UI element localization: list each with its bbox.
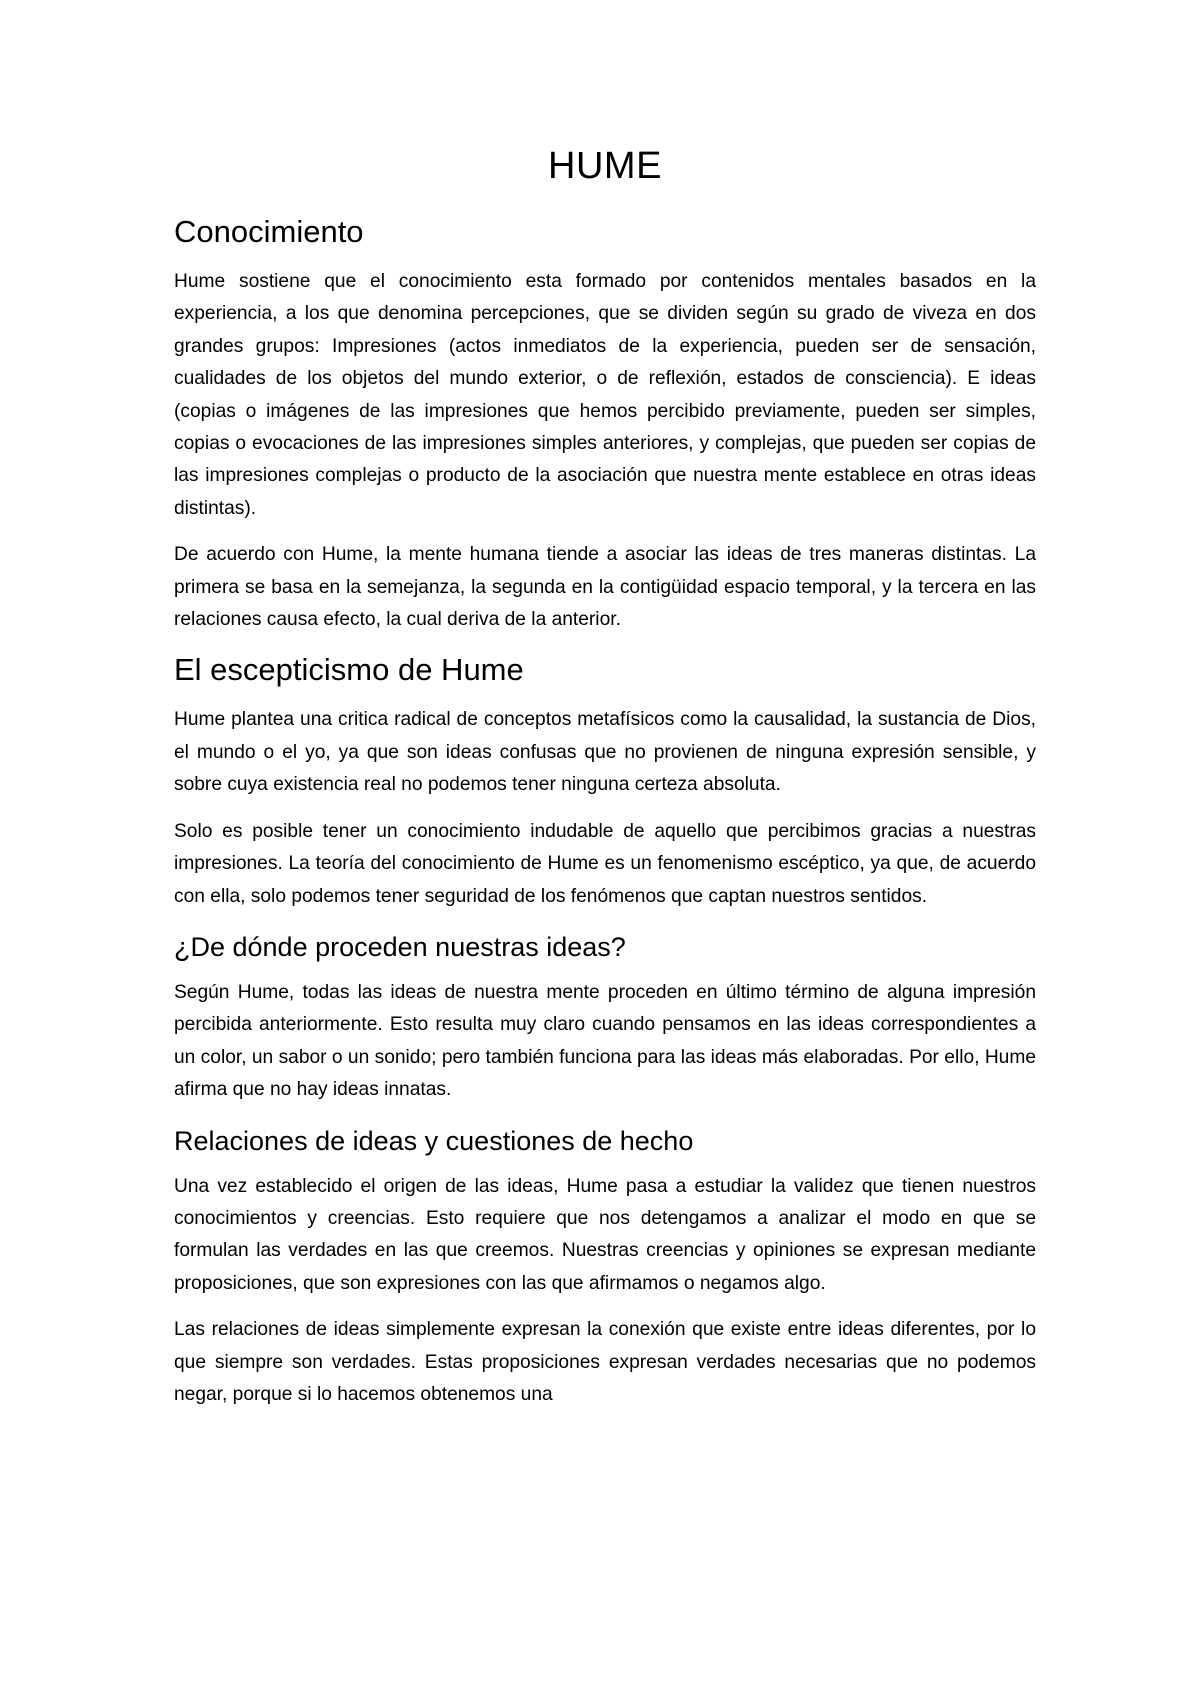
section-heading-origen-ideas: ¿De dónde proceden nuestras ideas? [174, 931, 626, 962]
document-title: HUME [548, 145, 662, 187]
paragraph: Hume sostiene que el conocimiento esta formado por contenidos mentales basados en la experiencia, a los que denomina percepciones, que se dividen según su grado de viveza en dos grandes grupos: Impresiones (actos inmediatos de la experiencia, pueden ser de sensación, cualidades de los objetos del mundo exterior, o de reflexión, estados de consciencia). E ideas (copias o imágenes de las impresiones que hemos percibido previamente, pueden ser simples, copias o evocaciones de las impresiones simples anteriores, y complejas, que pueden ser copias de las impresiones complejas o producto de la asociación que nuestra mente establece en otras ideas distintas). [174, 271, 1036, 519]
paragraph: Solo es posible tener un conocimiento indudable de aquello que percibimos gracias a nuestras impresiones. La teoría del conocimiento de Hume es un fenomenismo escéptico, ya que, de acuerdo con ella, solo podemos tener seguridad de los fenómenos que captan nuestros sentidos. [174, 820, 1036, 907]
section-heading-conocimiento: Conocimiento [174, 214, 364, 249]
section-heading-relaciones: Relaciones de ideas y cuestiones de hecho [174, 1125, 694, 1156]
paragraph: Según Hume, todas las ideas de nuestra mente proceden en último término de alguna impresión percibida anteriormente. Esto resulta muy claro cuando pensamos en las ideas correspondientes a un color, un sabor o un sonido; pero también funciona para las ideas más elaboradas. Por ello, Hume afirma que no hay ideas innatas. [174, 981, 1036, 1101]
paragraph: De acuerdo con Hume, la mente humana tiende a asociar las ideas de tres maneras distintas. La primera se basa en la semejanza, la segunda en la contigüidad espacio temporal, y la tercera en las relaciones causa efecto, la cual deriva de la anterior. [174, 544, 1036, 631]
paragraph: Una vez establecido el origen de las ideas, Hume pasa a estudiar la validez que tienen nuestros conocimientos y creencias. Esto requiere que nos detengamos a analizar el modo en que se formulan las verdades en las que creemos. Nuestras creencias y opiniones se expresan mediante proposiciones, que son expresiones con las que afirmamos o negamos algo. [174, 1175, 1036, 1294]
document-page [174, 142, 1036, 1425]
section-heading-escepticismo: El escepticismo de Hume [174, 652, 524, 688]
paragraph: Hume plantea una critica radical de conceptos metafísicos como la causalidad, la sustancia de Dios, el mundo o el yo, ya que son ideas confusas que no provienen de ninguna expresión sensible, y sobre cuya existencia real no podemos tener ninguna certeza absoluta. [174, 709, 1036, 796]
paragraph: Las relaciones de ideas simplemente expresan la conexión que existe entre ideas diferentes, por lo que siempre son verdades. Estas proposiciones expresan verdades necesarias que no podemos negar, porque si lo hacemos obtenemos una [174, 1319, 1036, 1405]
